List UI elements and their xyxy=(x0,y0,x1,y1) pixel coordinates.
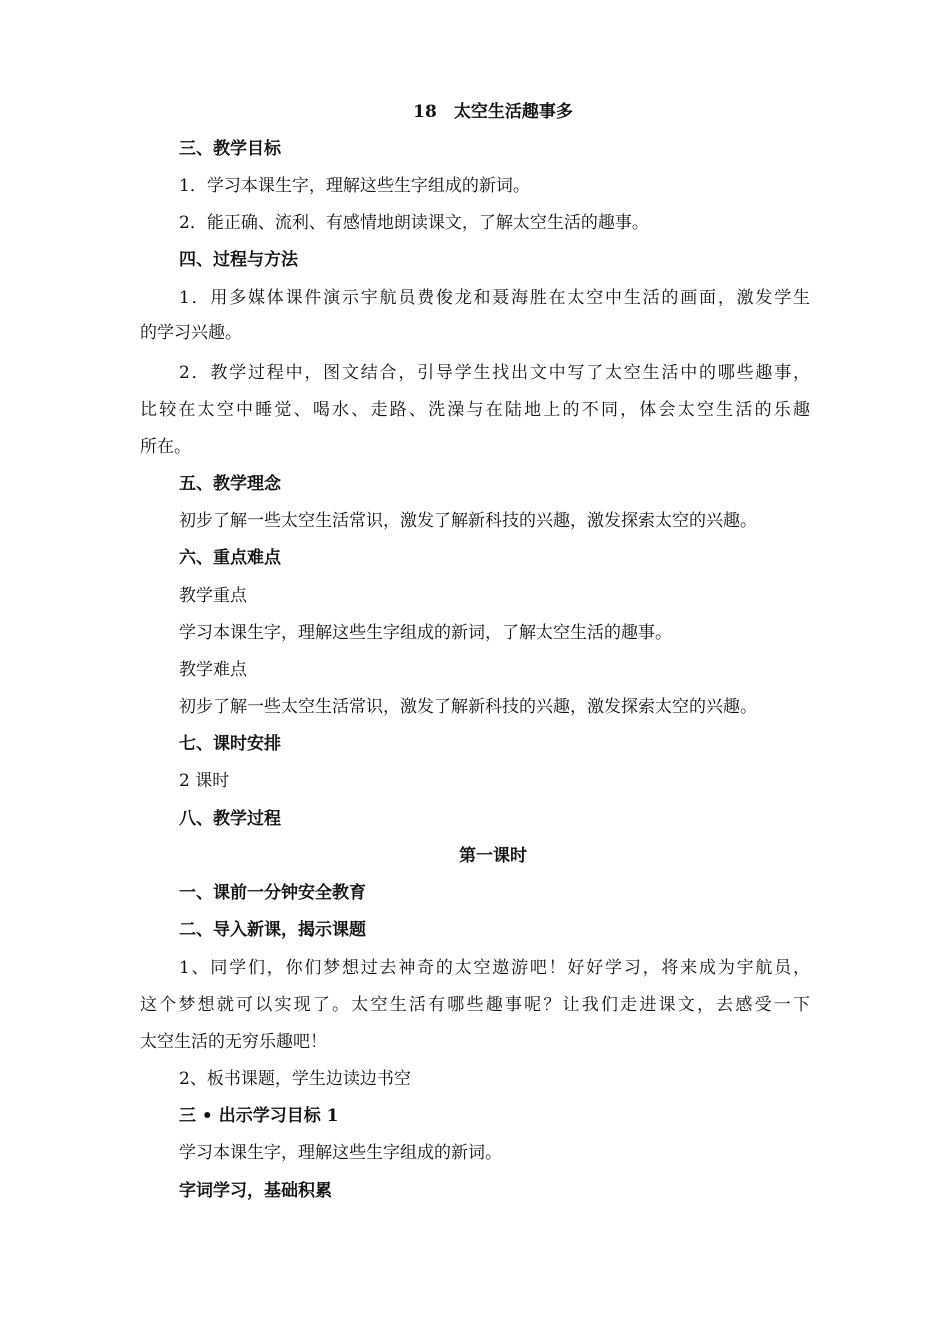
section-heading-teaching-process: 八、教学过程 xyxy=(179,809,281,829)
paragraph-line: 比较在太空中睡觉、喝水、走路、洗澡与在陆地上的不同，体会太空生活的乐趣 xyxy=(140,400,810,420)
section-heading-process-methods: 四、过程与方法 xyxy=(179,250,298,270)
section-heading-key-points: 六、重点难点 xyxy=(179,548,281,568)
step-heading-learning-goal: 三 • 出示学习目标 1 xyxy=(179,1106,339,1126)
paragraph-line: 1．用多媒体课件演示宇航员费俊龙和聂海胜在太空中生活的画面，激发学生 xyxy=(179,288,810,308)
step-heading-safety: 一、课前一分钟安全教育 xyxy=(179,883,366,903)
lesson-title: 第一课时 xyxy=(459,846,527,866)
paragraph-line: 1、同学们，你们梦想过去神奇的太空遨游吧！好好学习，将来成为宇航员， xyxy=(179,958,810,978)
paragraph: 初步了解一些太空生活常识，激发了解新科技的兴趣，激发探索太空的兴趣。 xyxy=(179,511,757,531)
section-heading-teaching-goals: 三、教学目标 xyxy=(179,139,281,159)
paragraph: 2 课时 xyxy=(179,771,230,791)
paragraph-line: 的学习兴趣。 xyxy=(140,323,242,343)
document-title: 18 太空生活趣事多 xyxy=(413,102,573,122)
paragraph: 学习本课生字，理解这些生字组成的新词。 xyxy=(179,1143,502,1163)
paragraph-line: 2．教学过程中，图文结合，引导学生找出文中写了太空生活中的哪些趣事， xyxy=(179,363,810,383)
subheading-difficult-point: 教学难点 xyxy=(179,660,247,680)
paragraph: 1．学习本课生字，理解这些生字组成的新词。 xyxy=(179,176,530,196)
paragraph-line: 太空生活的无穷乐趣吧！ xyxy=(140,1032,327,1052)
subheading-key-point: 教学重点 xyxy=(179,586,247,606)
paragraph: 初步了解一些太空生活常识，激发了解新科技的兴趣，激发探索太空的兴趣。 xyxy=(179,697,757,717)
section-heading-schedule: 七、课时安排 xyxy=(179,734,281,754)
paragraph: 学习本课生字，理解这些生字组成的新词，了解太空生活的趣事。 xyxy=(179,623,672,643)
paragraph: 2、板书课题，学生边读边书空 xyxy=(179,1069,411,1089)
paragraph: 2．能正确、流利、有感情地朗读课文，了解太空生活的趣事。 xyxy=(179,213,649,233)
paragraph-line: 所在。 xyxy=(140,437,191,457)
step-heading-introduction: 二、导入新课，揭示课题 xyxy=(179,920,366,940)
paragraph-line: 这个梦想就可以实现了。太空生活有哪些趣事呢？让我们走进课文，去感受一下 xyxy=(140,995,810,1015)
section-heading-teaching-philosophy: 五、教学理念 xyxy=(179,474,281,494)
step-heading-vocabulary: 字词学习，基础积累 xyxy=(179,1181,332,1201)
